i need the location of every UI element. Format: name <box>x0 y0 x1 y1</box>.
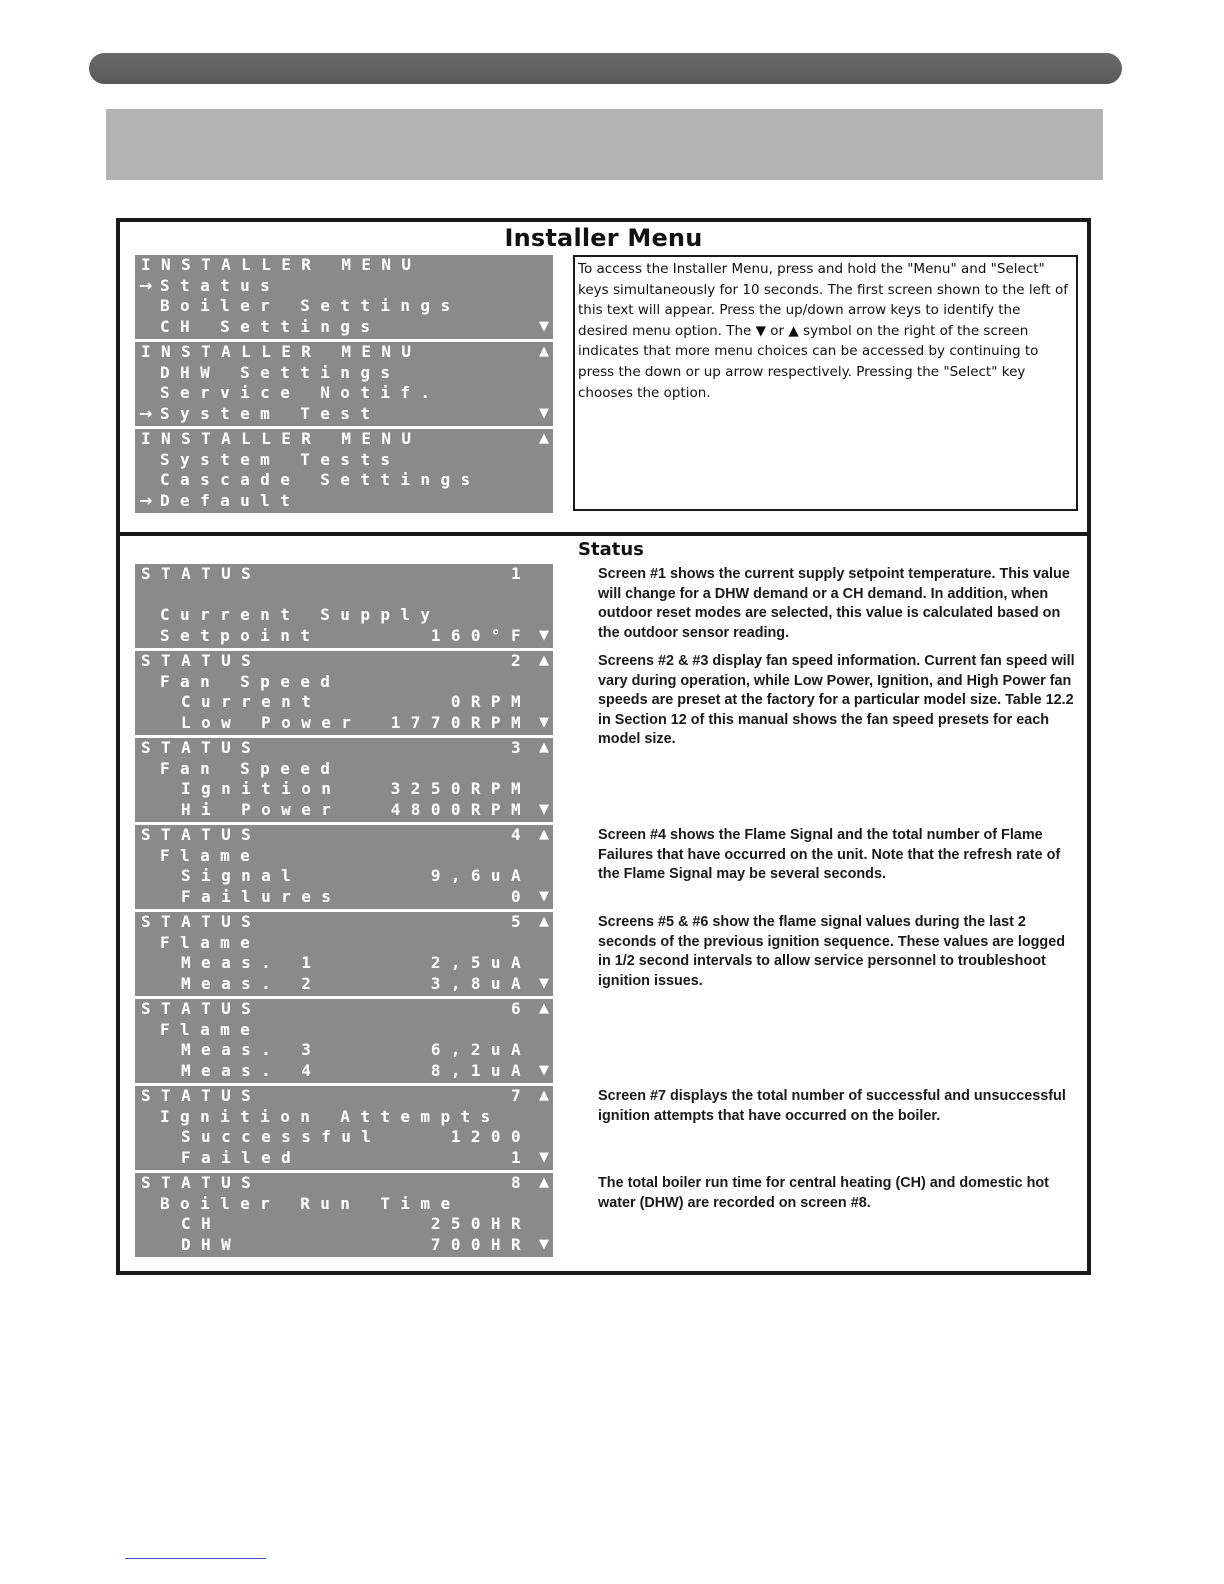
lcd-row <box>135 800 553 820</box>
lcd-row <box>135 450 553 470</box>
lcd-row-label: STATUS <box>141 564 262 583</box>
scroll-down-icon: ▼ <box>539 714 549 730</box>
lcd-row-value: 1770RPM <box>390 712 531 732</box>
scroll-down-icon: ▼ <box>539 405 549 421</box>
lcd-row-label: Meas. 2 <box>181 973 322 993</box>
lcd-row-label: Default <box>160 490 301 510</box>
scroll-down-icon: ▼ <box>539 888 549 904</box>
lcd-row-label: System Test <box>160 403 381 423</box>
installer-lcd-screen <box>135 342 553 426</box>
lcd-row-value: 3 <box>510 738 531 757</box>
lcd-row <box>135 296 553 316</box>
status-lcd-screen <box>135 651 553 735</box>
lcd-row-value: 9,6uA <box>430 866 531 886</box>
lcd-row <box>135 887 553 907</box>
lcd-row-label: STATUS <box>141 999 262 1018</box>
lcd-row <box>135 672 553 692</box>
lcd-row <box>135 317 553 337</box>
lcd-row <box>135 342 553 362</box>
scroll-down-icon: ▼ <box>539 801 549 817</box>
installer-menu-description: To access the Installer Menu, press and hold the "Menu" and "Select" keys simultaneously for 10 seconds. The first screen shown to the left of this text will appear. Press the up/down arrow keys to identify the desired menu option. The ▼ or ▲ symbol on the right of the screen indicates that more menu choices can be accessed by continuing to press the down or up arrow respectively. Pressing the "Select" key chooses the option. <box>573 255 1078 511</box>
lcd-row-value: 6 <box>510 999 531 1018</box>
lcd-row <box>135 1020 553 1040</box>
lcd-row-value: 4800RPM <box>390 799 531 819</box>
lcd-row <box>135 974 553 994</box>
lcd-row-value: 250HR <box>430 1214 531 1234</box>
status-title: Status <box>578 539 644 560</box>
lcd-row <box>135 1040 553 1060</box>
scroll-up-icon: ▲ <box>539 344 549 359</box>
lcd-row-label: Boiler Settings <box>160 296 461 316</box>
lcd-row <box>135 759 553 779</box>
scroll-up-icon: ▲ <box>539 431 549 446</box>
lcd-row <box>135 564 553 584</box>
lcd-row <box>135 651 553 671</box>
lcd-row-label: STATUS <box>141 1173 262 1192</box>
lcd-row-label: Flame <box>160 845 261 865</box>
lcd-row <box>135 738 553 758</box>
status-description: Screen #1 shows the current supply setpoint temperature. This value will change for a DHW demand or a CH demand. In addition, when outdoor reset modes are selected, this value is calculated based on the outdoor sensor reading. <box>598 566 1070 641</box>
lcd-row <box>135 999 553 1019</box>
status-description: Screens #2 & #3 display fan speed information. Current fan speed will vary during operation, while Low Power, Ignition, and High Power fan speeds are preset at the factory for a particular model size. Table 12.2 in Section 12 of this manual shows the fan speed presets for each model size. <box>598 653 1075 748</box>
lcd-row <box>135 470 553 490</box>
lcd-row <box>135 866 553 886</box>
lcd-row-label: Signal <box>181 866 302 886</box>
lcd-row <box>135 912 553 932</box>
scroll-up-icon: ▲ <box>539 914 549 929</box>
scroll-up-icon: ▲ <box>539 827 549 842</box>
scroll-down-icon: ▼ <box>539 318 549 334</box>
lcd-row-label: CH Settings <box>160 316 381 336</box>
lcd-row-label: Flame <box>160 932 261 952</box>
lcd-row-label: Setpoint <box>160 625 321 645</box>
scroll-down-icon: ▼ <box>539 627 549 643</box>
status-description: Screens #5 & #6 show the flame signal values during the last 2 seconds of the previous ignition sequence. These values are logged in 1/2 second intervals to allow service personnel to troubleshoot ignition issues. <box>598 914 1066 989</box>
lcd-row-value: 2 <box>510 651 531 670</box>
lcd-row-value: 7 <box>510 1086 531 1105</box>
status-lcd-screen <box>135 1173 553 1257</box>
installer-lcd-screen <box>135 429 553 513</box>
lcd-row-value: 3250RPM <box>390 779 531 799</box>
lcd-row-label: STATUS <box>141 1086 262 1105</box>
lcd-row <box>135 779 553 799</box>
lcd-row-label: Status <box>160 275 281 295</box>
scroll-up-icon: ▲ <box>539 1088 549 1103</box>
lcd-row-label: Low Power <box>181 712 362 732</box>
lcd-row-label: Failed <box>181 1147 302 1167</box>
footer-rule <box>125 1558 266 1559</box>
lcd-row <box>135 429 553 449</box>
lcd-row-label: Fan Speed <box>160 671 341 691</box>
lcd-row-value: 1200 <box>450 1127 531 1147</box>
scroll-down-icon: ▼ <box>539 1236 549 1252</box>
scroll-down-icon: ▼ <box>539 1062 549 1078</box>
lcd-row <box>135 383 553 403</box>
lcd-row-value: 3,8uA <box>430 973 531 993</box>
selection-arrow-icon: → <box>139 275 153 295</box>
lcd-row-label: Service Notif. <box>160 383 441 403</box>
scroll-up-icon: ▲ <box>539 740 549 755</box>
lcd-row-value: 8,1uA <box>430 1060 531 1080</box>
status-lcd-screen <box>135 825 553 909</box>
lcd-row <box>135 825 553 845</box>
lcd-row <box>135 846 553 866</box>
status-description: The total boiler run time for central heating (CH) and domestic hot water (DHW) are recorded on screen #8. <box>598 1175 1049 1211</box>
lcd-row <box>135 1235 553 1255</box>
lcd-row-label: Flame <box>160 1019 261 1039</box>
lcd-row <box>135 626 553 646</box>
lcd-row-value: 8 <box>510 1173 531 1192</box>
lcd-row <box>135 692 553 712</box>
lcd-row-label: Meas. 3 <box>181 1040 322 1060</box>
lcd-row-value: 0RPM <box>450 692 531 712</box>
lcd-row <box>135 605 553 625</box>
lcd-row-value: 0 <box>510 886 531 906</box>
status-lcd-screen <box>135 564 553 648</box>
lcd-row <box>135 1107 553 1127</box>
lcd-row <box>135 1086 553 1106</box>
lcd-row-label: Successful <box>181 1127 382 1147</box>
status-description: Screen #4 shows the Flame Signal and the total number of Flame Failures that have occurred on the unit. Note that the refresh rate of the Flame Signal may be several seconds. <box>598 827 1061 883</box>
lcd-row-label: CH <box>181 1214 222 1234</box>
lcd-row-value: 4 <box>510 825 531 844</box>
lcd-row <box>135 276 553 296</box>
status-description: Screen #7 displays the total number of successful and unsuccessful ignition attempts that have occurred on the boiler. <box>598 1088 1066 1124</box>
lcd-row-value: 1 <box>510 564 531 583</box>
lcd-row-label: STATUS <box>141 738 262 757</box>
lcd-row-label: Ignition Attempts <box>160 1106 501 1126</box>
lcd-row-label: INSTALLER MENU <box>141 342 422 361</box>
lcd-row <box>135 1148 553 1168</box>
selection-arrow-icon: → <box>139 403 153 423</box>
lcd-row <box>135 1194 553 1214</box>
lcd-row-label: INSTALLER MENU <box>141 429 422 448</box>
section-heading-band <box>106 109 1103 180</box>
lcd-row-label: STATUS <box>141 912 262 931</box>
installer-menu-panel <box>116 218 1091 536</box>
scroll-down-icon: ▼ <box>539 975 549 991</box>
lcd-row <box>135 1061 553 1081</box>
lcd-row <box>135 1127 553 1147</box>
lcd-row-label: Current Supply <box>160 605 441 625</box>
lcd-row <box>135 363 553 383</box>
lcd-row-label: System Tests <box>160 449 401 469</box>
lcd-row-label: INSTALLER MENU <box>141 255 422 274</box>
status-lcd-screen <box>135 738 553 822</box>
lcd-row-value: 6,2uA <box>430 1040 531 1060</box>
lcd-row-label: Meas. 4 <box>181 1060 322 1080</box>
lcd-row <box>135 1173 553 1193</box>
lcd-row-value: 1 <box>510 1147 531 1167</box>
lcd-row <box>135 404 553 424</box>
scroll-up-icon: ▲ <box>539 1175 549 1190</box>
lcd-row-label: Failures <box>181 886 342 906</box>
status-panel <box>116 532 1091 1275</box>
lcd-row <box>135 933 553 953</box>
lcd-row <box>135 953 553 973</box>
installer-menu-title: Installer Menu <box>504 224 703 252</box>
status-lcd-screen <box>135 912 553 996</box>
lcd-row-value: 160°F <box>430 625 531 645</box>
status-lcd-screen <box>135 1086 553 1170</box>
lcd-row <box>135 1214 553 1234</box>
lcd-row-label: STATUS <box>141 825 262 844</box>
lcd-row-label: Current <box>181 692 322 712</box>
scroll-up-icon: ▲ <box>539 653 549 668</box>
status-lcd-screen <box>135 999 553 1083</box>
lcd-row-label: DHW Settings <box>160 362 401 382</box>
lcd-row-value: 700HR <box>430 1234 531 1254</box>
scroll-up-icon: ▲ <box>539 1001 549 1016</box>
lcd-row <box>135 255 553 275</box>
lcd-row-label: Hi Power <box>181 799 342 819</box>
lcd-row-label: Ignition <box>181 779 342 799</box>
lcd-row <box>135 713 553 733</box>
lcd-row <box>135 585 553 605</box>
scroll-down-icon: ▼ <box>539 1149 549 1165</box>
lcd-row <box>135 491 553 511</box>
installer-lcd-screen <box>135 255 553 339</box>
header-bar <box>89 53 1122 84</box>
lcd-row-value: 2,5uA <box>430 953 531 973</box>
lcd-row-label: Fan Speed <box>160 758 341 778</box>
lcd-row-label: Cascade Settings <box>160 470 481 490</box>
selection-arrow-icon: → <box>139 490 153 510</box>
lcd-row-label: Boiler Run Time <box>160 1193 461 1213</box>
lcd-row-label: DHW <box>181 1234 242 1254</box>
lcd-row-label: Meas. 1 <box>181 953 322 973</box>
lcd-row-value: 5 <box>510 912 531 931</box>
lcd-row-label: STATUS <box>141 651 262 670</box>
